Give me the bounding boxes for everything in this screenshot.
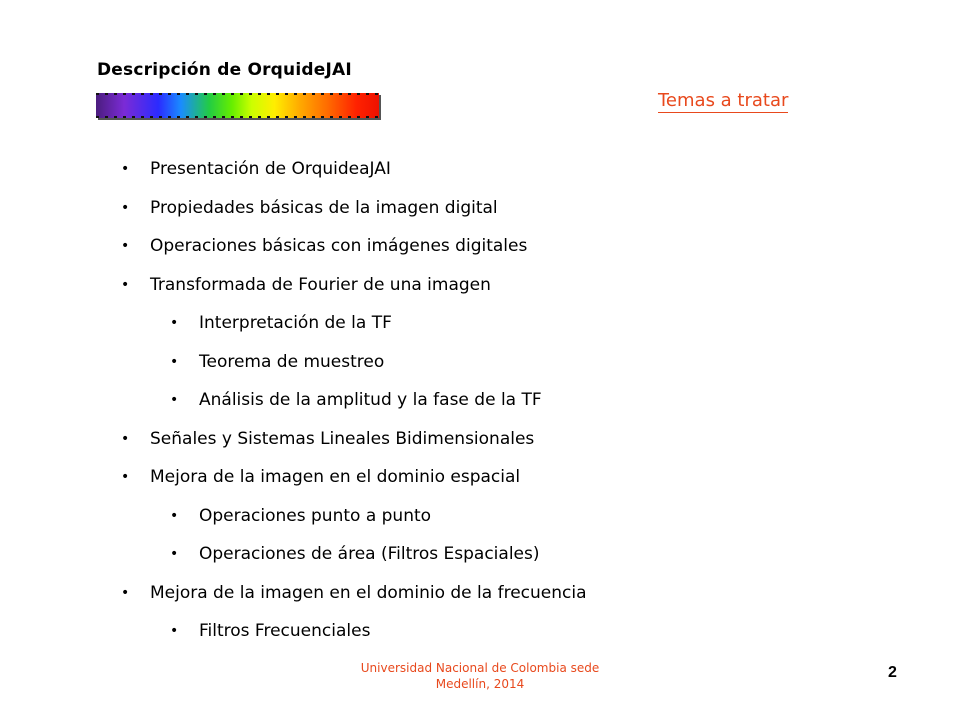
topic-item <box>121 582 587 603</box>
footer-text <box>340 660 620 692</box>
subtopic-item <box>170 544 540 564</box>
topic-item <box>121 274 491 295</box>
subtopic-item <box>170 505 432 526</box>
subtopic-item <box>170 621 371 641</box>
footer-line-1: Universidad Nacional de Colombia sede <box>360 661 600 675</box>
spectrum-bar-top-edge <box>96 93 379 95</box>
topic-text: Operaciones punto a punto <box>199 505 432 526</box>
bullet-icon: • <box>121 584 130 601</box>
topic-text: Señales y Sistemas Lineales Bidimensionales <box>150 428 535 449</box>
subtopic-item <box>170 313 392 333</box>
topic-text: Mejora de la imagen en el dominio espacial <box>150 467 521 487</box>
topic-text: Presentación de OrquideaJAI <box>150 159 391 179</box>
topic-text: Análisis de la amplitud y la fase de la TF <box>199 390 542 410</box>
footer-line-2: Medellín, 2014 <box>435 677 525 691</box>
topic-item <box>121 197 498 218</box>
topic-item <box>121 159 391 179</box>
bullet-icon: • <box>121 199 130 216</box>
slide-number: 2 <box>888 664 897 681</box>
topic-text: Filtros Frecuenciales <box>199 621 371 641</box>
spectrum-bar <box>96 93 379 118</box>
topic-text: Operaciones básicas con imágenes digitales <box>150 236 528 256</box>
topic-text: Teorema de muestreo <box>199 351 385 372</box>
bullet-icon: • <box>170 392 179 408</box>
topic-text: Interpretación de la TF <box>199 313 392 333</box>
bullet-icon: • <box>170 353 179 370</box>
topic-text: Propiedades básicas de la imagen digital <box>150 197 498 218</box>
topic-text: Transformada de Fourier de una imagen <box>150 274 491 295</box>
subtopic-item <box>170 351 385 372</box>
header-title: Descripción de OrquideJAI <box>97 60 352 80</box>
bullet-icon: • <box>170 507 179 524</box>
bullet-icon: • <box>170 546 179 562</box>
bullet-icon: • <box>121 469 130 485</box>
spectrum-bar-bottom-edge <box>96 116 379 118</box>
topic-item <box>121 428 535 449</box>
topic-text: Operaciones de área (Filtros Espaciales) <box>199 544 540 564</box>
topic-item <box>121 467 521 487</box>
bullet-icon: • <box>121 161 130 177</box>
bullet-icon: • <box>121 238 130 254</box>
bullet-icon: • <box>121 430 130 447</box>
section-title-link[interactable]: Temas a tratar <box>658 90 789 111</box>
bullet-icon: • <box>170 623 179 639</box>
bullet-icon: • <box>121 276 130 293</box>
bullet-icon: • <box>170 315 179 331</box>
subtopic-item <box>170 390 542 410</box>
topic-text: Mejora de la imagen en el dominio de la frecuencia <box>150 582 587 603</box>
topic-item <box>121 236 528 256</box>
